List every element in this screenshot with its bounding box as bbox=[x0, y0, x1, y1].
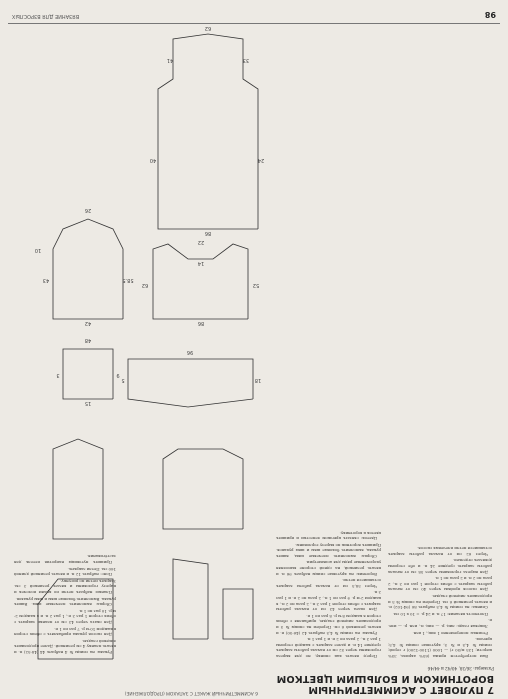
running-head: ВЯЗАНИЕ ДЛЯ ВЗРОСЛЫХ bbox=[12, 13, 80, 19]
collar-pattern-outline bbox=[128, 359, 253, 407]
paragraph: Перед: вязать как спинку, но для выреза горловины через 52 см от начала работы закрыть средние 14 п. и далее закрыть с каждой стороны 1 раз 3 п., 2 раза по 2 п. и 1 раз 1 п. bbox=[276, 637, 381, 659]
paragraph: Спинка: на спицы № 4,5 набрать 86 (94-102) п. и вязать резинкой 6 см. Перейти на спицы № 5 и продолжить лицевой гладью. bbox=[388, 594, 492, 611]
front-dimension-label: 62 bbox=[141, 282, 149, 288]
paragraph: Вам потребуется: пряжа (65% акрила, 35% шерсти; 135 м/50 г) — 1000 (1100-1200) г серой; спицы № 4,5 и № 5, круговые спицы № 4,5; крючок. bbox=[388, 637, 492, 659]
paragraph: Для оката через 43 см от планки закрыть с обеих сторон 1 раз 3 п., 1 раз 2 п. и в каждом 2-м р. 10 раз по 1 п. bbox=[14, 608, 116, 626]
collar-dimension-label: 96 bbox=[186, 349, 194, 355]
front-dimension-label: 86 bbox=[197, 320, 205, 326]
back-dimension-label: 24 bbox=[257, 157, 265, 163]
paragraph: Цветок: связать крючком лепестки и пришить цветок к воротнику. bbox=[276, 530, 381, 542]
article-intro: Размеры: 36/38, 40/42 и 44/46 bbox=[427, 666, 494, 671]
paragraph: Через 62 см от начала работы закрыть оставшиеся петли плечевых скосов. bbox=[388, 546, 492, 557]
paragraph: Для скосов проймы через 40 см от начала работы закрыть с обеих сторон 1 раз по 3 п., 2 раза по 2 п. и 2 раза по 1 п. bbox=[388, 576, 492, 593]
small-dimension-label: 15 bbox=[84, 400, 92, 406]
back-dimension-label: 41 bbox=[166, 57, 174, 63]
paragraph: Для оката через 43 см от начала работы закрыть с обеих сторон 1 раз 3 п., 2 раза по 2 п., в каждом 2-м р. 9 раз по 1 п., 2 раза по 2 п. и 1 раз 3 п. bbox=[276, 590, 381, 613]
front-pattern-outline bbox=[153, 244, 248, 319]
sleeve-dimension-label: 58.5 bbox=[122, 277, 134, 283]
small-dimension-label: 3 bbox=[56, 372, 60, 378]
small-dimension-label: 48 bbox=[84, 337, 92, 343]
paragraph: Сборка: выполнить плечевые швы. Вшить рукава. Выполнить боковые швы и швы рукавов. bbox=[14, 596, 116, 608]
back-dimension-label: 40 bbox=[149, 157, 157, 163]
front-dimension-label: 52 bbox=[252, 282, 260, 288]
paragraph: Пришить пуговицы напротив петель для застёгивания. bbox=[14, 554, 116, 566]
paragraph: Через 58,5 см от начала работы закрыть оставшиеся петли. bbox=[276, 578, 381, 589]
front-dimension-label: 22 bbox=[197, 239, 205, 245]
back-dimension-label: 33 bbox=[242, 57, 250, 63]
paragraph: Для скосов рукава прибавлять с обеих сторон в каждом 10-м р. 7 раз по 1 п. bbox=[14, 626, 116, 638]
strap-pattern-outline bbox=[223, 589, 253, 639]
sleeve-dimension-label: 43 bbox=[42, 277, 50, 283]
bottom-pattern-outline bbox=[38, 579, 113, 659]
paragraph: Рукава: на спицы № 4,5 набрать 42 (46-50) п. и вязать резинкой 6 см. Перейти на спицы № 5 и продолжить лицевой гладью, прибавляя с обеих сторон в каждом 8-м р. 8 раз по 1 п. bbox=[276, 613, 381, 636]
paragraph: Воротник: на круговые спицы набрать 96 п. и вязать резинкой, на одной стороне выполняя укороченные ряды для асимметрии. bbox=[276, 560, 381, 577]
paragraph: Лицевая гладь: лиц. р. — лиц. п., изн. р. — изн. п. bbox=[388, 618, 492, 630]
collar-dimension-label: 5 bbox=[121, 377, 125, 383]
sleeve-dimension-label: 26 bbox=[84, 207, 92, 213]
paragraph: Плотность вязания: 17 п. и 24 р. = 10 х 10 см. bbox=[392, 611, 488, 617]
page-number: 98 bbox=[484, 10, 496, 19]
continuation-heading: 6 АСИММЕТРИЧНЫЙ ЖАКЕТ С ЗАПАХОМ (ПРОДОЛЖЕНИЕ) bbox=[124, 690, 258, 695]
paragraph: Рукава: на спицы № 4 набрать 44 (48-52) п. и вязать планку 4 см резинкой. Далее продолжить лицевой гладью. bbox=[14, 638, 116, 655]
paragraph: Для выреза горловины через 58 см от начала работы закрыть средние 24 п. и обе стороны довязать отдельно. bbox=[388, 558, 492, 575]
back-dimension-label: 86 bbox=[204, 230, 212, 236]
belt-pattern-outline bbox=[173, 559, 208, 639]
paragraph: Сборка: выполнить плечевые швы, вшить рукава, выполнить боковые швы и швы рукавов. Пришить воротник по вырезу горловины. bbox=[276, 542, 381, 559]
sleeve-dimension-label: 10 bbox=[34, 247, 42, 253]
running-footer bbox=[8, 9, 500, 21]
footer-rule bbox=[8, 23, 500, 24]
sleeve-dimension-label: 42 bbox=[84, 320, 92, 326]
back-pattern-outline bbox=[158, 34, 258, 229]
front-dimension-label: 14 bbox=[197, 260, 205, 266]
collar-dimension-label: 18 bbox=[254, 377, 262, 383]
pocket-pattern-outline bbox=[53, 439, 103, 539]
paragraph: Пояс: набрать 12 п. и вязать резинкой длиной 160 см. Петли закрыть. bbox=[14, 566, 116, 578]
cuff-pattern-outline bbox=[163, 449, 243, 529]
small-pattern-outline bbox=[63, 349, 113, 399]
paragraph: Планки: набрать петли по краям полочек и вырезу горловины и вязать резинкой 3 см. Закрыть петли по рисунку. bbox=[14, 578, 116, 596]
paragraph: Резинка: попеременно 1 лиц., 1 изн. bbox=[412, 630, 488, 636]
sleeve-pattern-outline bbox=[53, 219, 123, 319]
small-dimension-label: 9 bbox=[116, 372, 120, 378]
back-dimension-label: 62 bbox=[204, 25, 212, 31]
article-title: 7 ПУЛОВЕТ С АСИММЕТРИЧНЫМ ВОРОТНИКОМ И БОЛЬШИМ ЦВЕТКОМ bbox=[276, 673, 494, 695]
